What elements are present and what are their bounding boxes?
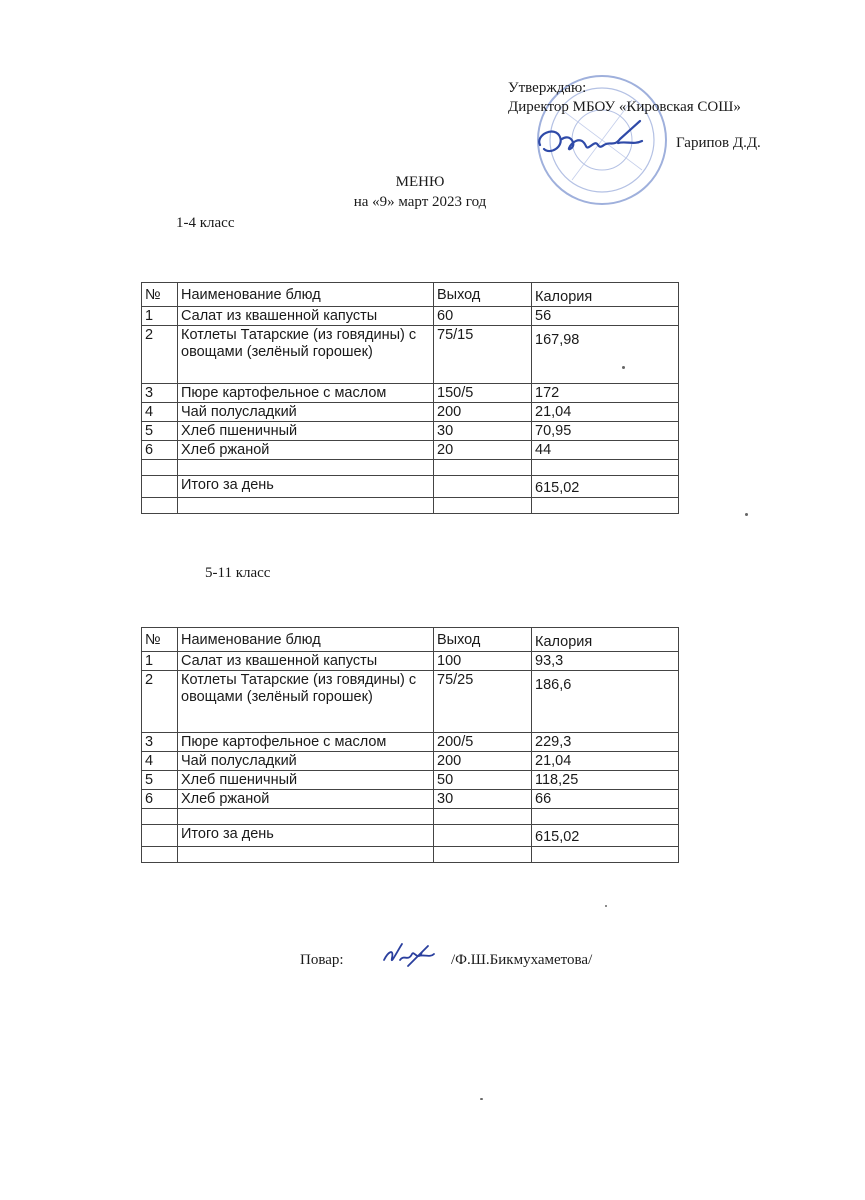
row-num: 2	[142, 671, 178, 733]
row-num: 3	[142, 384, 178, 403]
row-num: 1	[142, 652, 178, 671]
director-title: Директор МБОУ «Кировская СОШ»	[508, 99, 741, 115]
row-cal: 93,3	[532, 652, 679, 671]
row-num: 5	[142, 771, 178, 790]
row-name: Хлеб пшеничный	[178, 422, 434, 441]
row-name: Чай полусладкий	[178, 403, 434, 422]
row-name: Салат из квашенной капусты	[178, 307, 434, 326]
table-row	[142, 790, 679, 809]
table-row	[142, 652, 679, 671]
table-row	[142, 403, 679, 422]
table-row	[142, 441, 679, 460]
row-name: Пюре картофельное с маслом	[178, 733, 434, 752]
col-header-cal: Калория	[532, 283, 679, 307]
table-row	[142, 733, 679, 752]
row-out: 75/25	[434, 671, 532, 733]
col-header-num: №	[142, 283, 178, 307]
total-label: Итого за день	[178, 825, 434, 847]
scan-speck	[745, 513, 748, 516]
approval-block	[508, 79, 741, 117]
row-cal: 167,98	[532, 326, 679, 384]
table-row	[142, 384, 679, 403]
col-header-out: Выход	[434, 283, 532, 307]
empty-row	[142, 498, 679, 514]
director-name: Гарипов Д.Д.	[676, 135, 761, 151]
empty-row	[142, 847, 679, 863]
row-name: Салат из квашенной капусты	[178, 652, 434, 671]
row-name: Чай полусладкий	[178, 752, 434, 771]
menu-table-1	[141, 282, 679, 514]
table-header-row	[142, 628, 679, 652]
row-num: 5	[142, 422, 178, 441]
col-header-name: Наименование блюд	[178, 283, 434, 307]
col-header-num: №	[142, 628, 178, 652]
cook-name: /Ф.Ш.Бикмухаметова/	[451, 952, 593, 968]
table-row	[142, 422, 679, 441]
col-header-out: Выход	[434, 628, 532, 652]
row-cal: 56	[532, 307, 679, 326]
total-row	[142, 476, 679, 498]
empty-row	[142, 460, 679, 476]
total-value: 615,02	[532, 825, 679, 847]
table-row	[142, 326, 679, 384]
row-out: 30	[434, 790, 532, 809]
grade-label-1: 1-4 класс	[176, 215, 235, 231]
title-main: МЕНЮ	[395, 174, 445, 190]
row-out: 50	[434, 771, 532, 790]
table-row	[142, 307, 679, 326]
director-signature-icon	[530, 115, 660, 165]
title-date: на «9» март 2023 год	[353, 194, 487, 210]
row-out: 20	[434, 441, 532, 460]
total-value: 615,02	[532, 476, 679, 498]
row-name: Хлеб ржаной	[178, 441, 434, 460]
row-cal: 118,25	[532, 771, 679, 790]
table-row	[142, 771, 679, 790]
row-name: Котлеты Татарские (из говядины) с овощами (зелёный горошек)	[178, 326, 434, 384]
table-row	[142, 752, 679, 771]
row-num: 6	[142, 441, 178, 460]
cook-label: Повар:	[300, 952, 344, 968]
row-name: Пюре картофельное с маслом	[178, 384, 434, 403]
row-name: Котлеты Татарские (из говядины) с овощами (зелёный горошек)	[178, 671, 434, 733]
cook-signature-icon	[378, 938, 438, 972]
table-header-row	[142, 283, 679, 307]
row-cal: 21,04	[532, 403, 679, 422]
row-out: 150/5	[434, 384, 532, 403]
row-cal: 21,04	[532, 752, 679, 771]
page-title	[0, 172, 840, 212]
row-out: 200	[434, 403, 532, 422]
total-row	[142, 825, 679, 847]
col-header-name: Наименование блюд	[178, 628, 434, 652]
scan-speck	[480, 1098, 483, 1100]
row-num: 4	[142, 403, 178, 422]
scan-speck	[605, 905, 607, 907]
row-num: 1	[142, 307, 178, 326]
row-cal: 44	[532, 441, 679, 460]
grade-label-2: 5-11 класс	[205, 565, 271, 581]
row-name: Хлеб ржаной	[178, 790, 434, 809]
row-out: 100	[434, 652, 532, 671]
row-num: 2	[142, 326, 178, 384]
row-num: 3	[142, 733, 178, 752]
approve-label: Утверждаю:	[508, 80, 587, 96]
row-num: 6	[142, 790, 178, 809]
row-cal: 70,95	[532, 422, 679, 441]
menu-table-2	[141, 627, 679, 863]
row-out: 200/5	[434, 733, 532, 752]
col-header-cal: Калория	[532, 628, 679, 652]
row-cal: 186,6	[532, 671, 679, 733]
scan-speck	[622, 366, 625, 369]
row-cal: 229,3	[532, 733, 679, 752]
total-label: Итого за день	[178, 476, 434, 498]
row-num: 4	[142, 752, 178, 771]
row-out: 30	[434, 422, 532, 441]
row-out: 75/15	[434, 326, 532, 384]
empty-row	[142, 809, 679, 825]
row-cal: 172	[532, 384, 679, 403]
row-cal: 66	[532, 790, 679, 809]
row-name: Хлеб пшеничный	[178, 771, 434, 790]
row-out: 60	[434, 307, 532, 326]
table-row	[142, 671, 679, 733]
row-out: 200	[434, 752, 532, 771]
